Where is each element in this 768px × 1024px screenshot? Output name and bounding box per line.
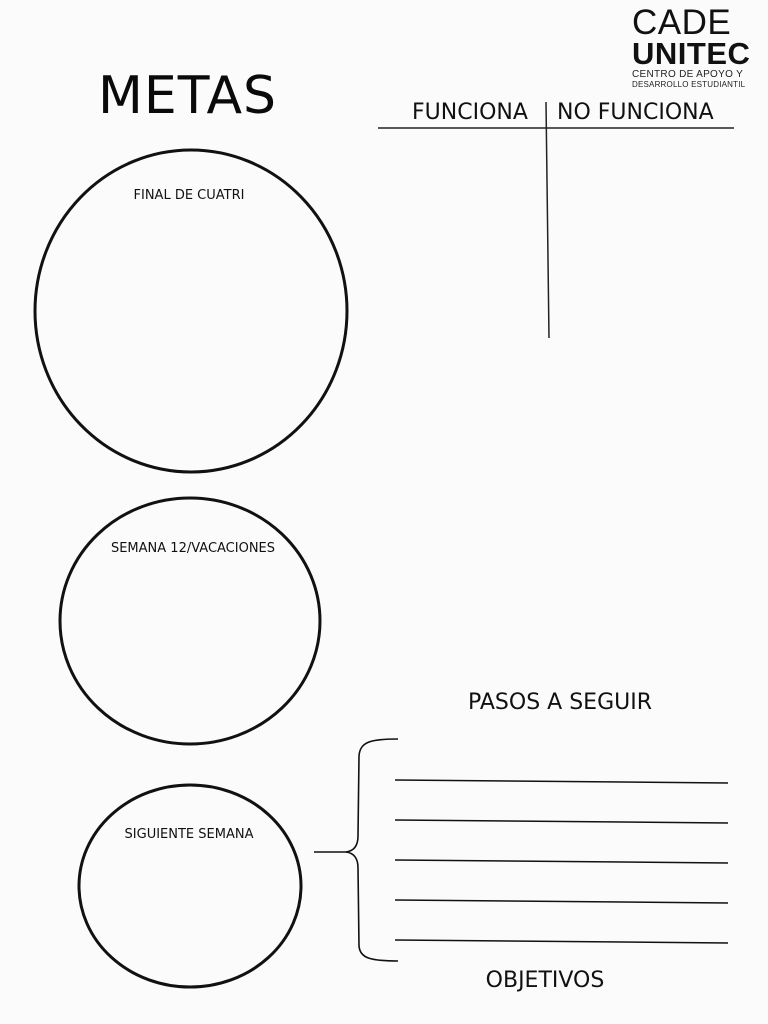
step-line-3	[395, 860, 728, 863]
step-lines	[395, 780, 728, 943]
table-column-divider	[546, 102, 549, 338]
circle-label-final-de-cuatri: FINAL DE CUATRI	[133, 188, 245, 203]
circle-semana-12	[60, 498, 320, 744]
page-title: METAS	[98, 66, 278, 126]
logo-subtitle-1: CENTRO DE APOYO Y	[632, 69, 744, 80]
steps-heading: PASOS A SEGUIR	[468, 690, 652, 715]
column-header-funciona: FUNCIONA	[412, 100, 528, 125]
curly-brace	[346, 739, 398, 961]
step-line-4	[395, 900, 728, 903]
column-header-no-funciona: NO FUNCIONA	[557, 100, 714, 125]
circle-label-semana-12: SEMANA 12/VACACIONES	[110, 541, 276, 556]
logo-cade: CADE	[632, 3, 732, 42]
step-line-5	[395, 940, 728, 943]
logo-unitec: UNITEC	[632, 36, 751, 71]
circle-siguiente-semana	[79, 785, 301, 987]
step-line-1	[395, 780, 728, 783]
circle-label-siguiente-semana: SIGUIENTE SEMANA	[124, 827, 254, 842]
step-line-2	[395, 820, 728, 823]
logo-subtitle-2: DESARROLLO ESTUDIANTIL	[632, 80, 746, 89]
objectives-label: OBJETIVOS	[485, 968, 605, 993]
